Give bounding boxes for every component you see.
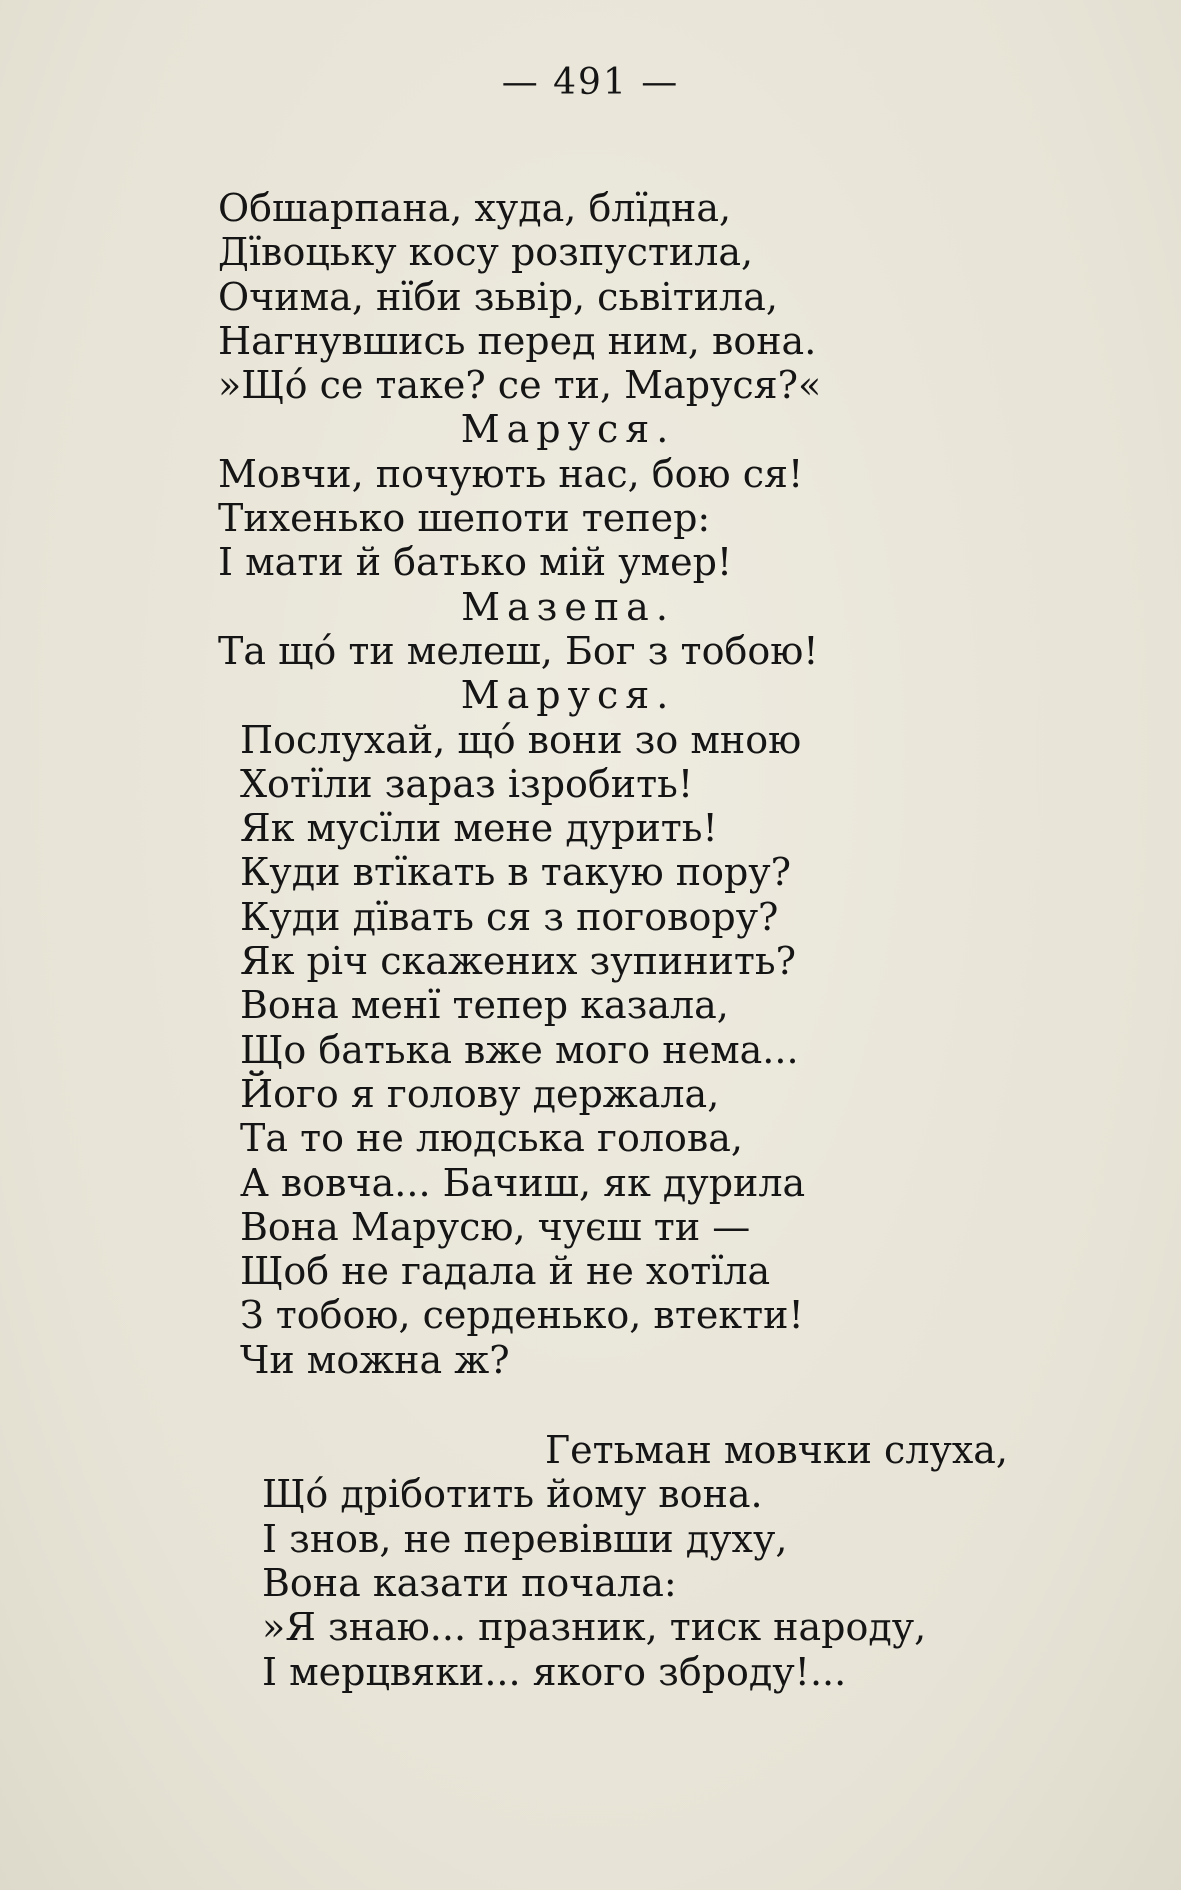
verse-line: Хотїли зараз ізробить! <box>240 761 694 806</box>
verse-line: Його я голову держала, <box>240 1071 720 1116</box>
verse-line: Гетьман мовчки слуха, <box>544 1428 1008 1473</box>
verse-line: Куди дївать ся з поговору? <box>240 894 779 939</box>
verse-line: Очима, нїби зьвір, сьвітила, <box>218 274 778 319</box>
verse-line: »Я знаю... празник, тиск народу, <box>262 1605 927 1650</box>
verse-line: І знов, не перевівши духу, <box>262 1516 788 1561</box>
verse-line: Щоб не гадала й не хотїла <box>240 1249 771 1294</box>
verse-line: Мовчи, почують нас, бою ся! <box>218 451 804 496</box>
verse-line: Куди втїкать в такую пору? <box>240 850 792 895</box>
verse-line: Послухай, щó вони зо мною <box>240 717 802 762</box>
verse-line: Нагнувшись перед ним, вона. <box>218 318 817 363</box>
speaker-name: Мазепа. <box>461 584 675 629</box>
verse-line: Дївоцьку косу розпустила, <box>218 230 754 275</box>
verse-line: Щó дріботить йому вона. <box>262 1472 763 1517</box>
verse-line: Вона Марусю, чуєш ти — <box>240 1204 751 1249</box>
verse-line: І мати й батько мій умер! <box>218 540 733 585</box>
verse-line: Обшарпана, худа, блїдна, <box>218 186 732 230</box>
verse-line: Як річ скажених зупинить? <box>240 939 796 984</box>
verse-line: І мерцвяки... якого зброду!... <box>262 1649 847 1694</box>
verse-line: Тихенько шепоти тепер: <box>218 496 711 541</box>
verse-line: Та щó ти мелеш, Бог з тобою! <box>218 628 819 673</box>
verse-line: А вовча... Бачиш, як дурила <box>240 1160 806 1205</box>
verse-line: Вона менї тепер казала, <box>240 983 729 1028</box>
speaker-name: Маруся. <box>460 407 676 452</box>
speaker-name: Маруся. <box>460 673 676 718</box>
page-number: — 491 — <box>501 62 680 103</box>
stanza-gap <box>218 1382 1038 1428</box>
verse-line: Вона казати почала: <box>262 1560 677 1605</box>
verse-line: З тобою, серденько, втекти! <box>240 1293 804 1338</box>
poem-text <box>218 186 1038 1694</box>
verse-line: Що батька вже мого нема... <box>240 1027 799 1072</box>
verse-line: Чи можна ж? <box>240 1337 510 1382</box>
verse-line: Як мусїли мене дурить! <box>240 806 718 851</box>
verse-line: Та то не людська голова, <box>240 1116 743 1161</box>
verse-line: »Щó се таке? се ти, Маруся?« <box>218 363 822 408</box>
